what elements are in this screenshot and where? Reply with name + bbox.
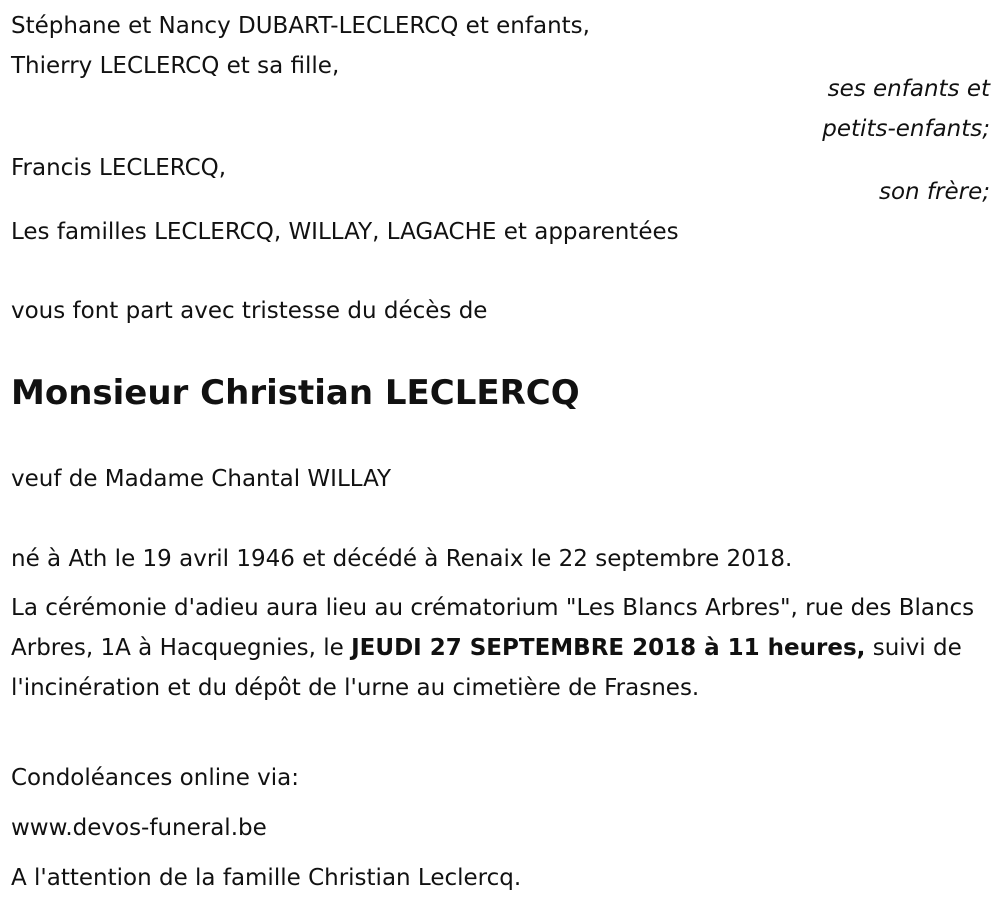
family-line-children-1: Stéphane et Nancy DUBART-LECLERCQ et enfants, (11, 13, 590, 39)
relation-children-a: ses enfants et (827, 76, 990, 102)
ceremony-date-time: JEUDI 27 SEPTEMBRE 2018 à 11 heures, (351, 635, 866, 661)
relation-brother: son frère; (878, 179, 990, 205)
website-link[interactable]: www.devos-funeral.be (11, 815, 267, 841)
attention-text: A l'attention de la famille Christian Leclercq. (11, 865, 522, 891)
ceremony-paragraph (11, 588, 986, 708)
condolences-label: Condoléances online via: (11, 765, 299, 791)
announcement-text: vous font part avec tristesse du décès de (11, 298, 488, 324)
family-line-children-2: Thierry LECLERCQ et sa fille, (11, 53, 340, 79)
spouse-text: veuf de Madame Chantal WILLAY (11, 466, 392, 492)
ceremony-text-after: suivi de l'incinération et du dépôt de l'urne au cimetière de Frasnes. (11, 635, 962, 701)
relation-children-b: petits-enfants; (822, 116, 990, 142)
family-line-brother: Francis LECLERCQ, (11, 155, 227, 181)
deceased-name: Monsieur Christian LECLERCQ (11, 373, 580, 413)
birth-death-text: né à Ath le 19 avril 1946 et décédé à Renaix le 22 septembre 2018. (11, 546, 793, 572)
ceremony-text-before: La cérémonie d'adieu aura lieu au crématorium "Les Blancs Arbres", rue des Blancs Arbres, 1A à Hacquegnies, le (11, 595, 975, 661)
family-line-families: Les familles LECLERCQ, WILLAY, LAGACHE et apparentées (11, 219, 679, 245)
